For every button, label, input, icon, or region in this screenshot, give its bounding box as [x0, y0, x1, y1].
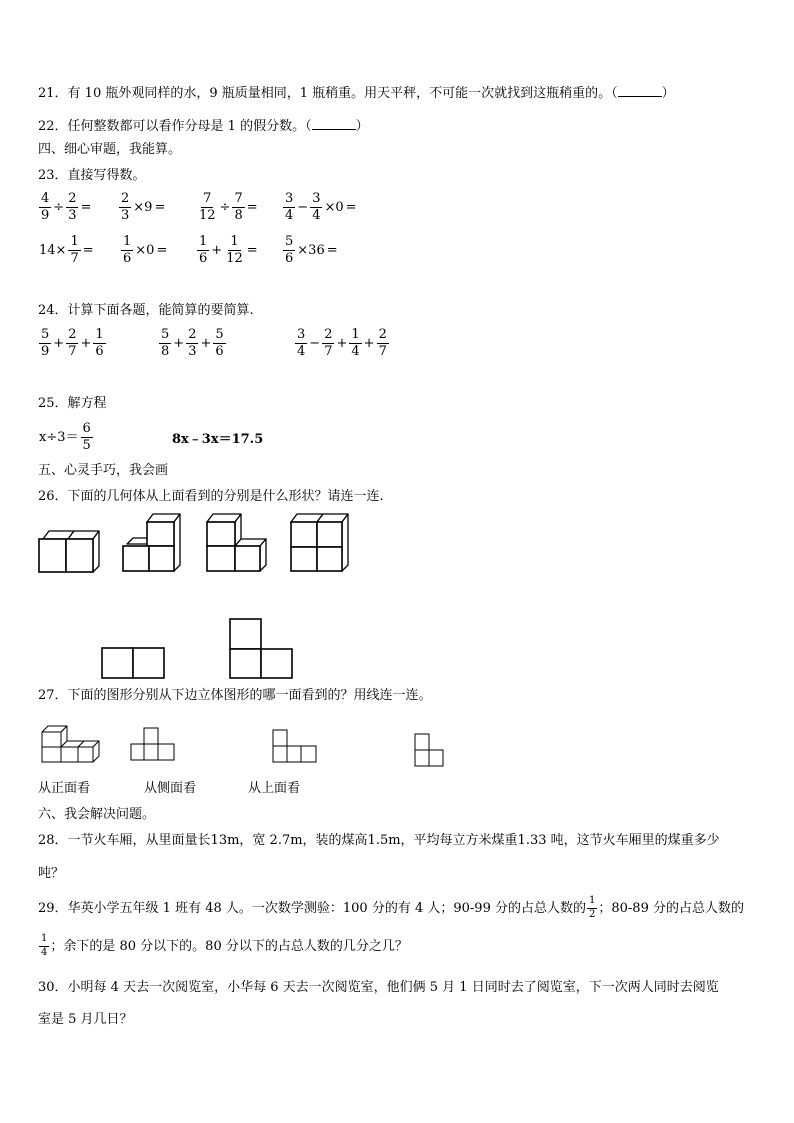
q26-top-view-2[interactable] [228, 617, 294, 680]
q27-view-3[interactable] [413, 732, 447, 768]
q23-item-4: $\frac{3}{4}$ − $\frac{3}{4}$ ×0 = [285, 191, 357, 223]
q26-solid-3[interactable] [204, 513, 270, 573]
q27-number: 27． [38, 688, 68, 703]
question-22 [38, 117, 369, 133]
q29-text-line2: ；余下的是 80 分以下的。80 分以下的占总人数的几分之几？ [50, 938, 408, 954]
q26-number: 26． [38, 489, 68, 504]
q22-text: 任何整数都可以看作分母是 1 的假分数。（ [67, 119, 312, 134]
q21-close: ） [661, 86, 675, 101]
question-25 [38, 397, 107, 410]
q24-item-3: $\frac{3}{4}$ − $\frac{2}{7}$ + $\frac{1}{4}$ + $\frac{2}{7}$ [297, 327, 387, 359]
section-4-heading: 四、细心审题，我能算。 [38, 142, 182, 157]
q23-item-2: $\frac{2}{3}$ ×9 = [121, 191, 166, 223]
q26-top-view-1[interactable] [100, 646, 166, 680]
q23-item-8: $\frac{5}{6}$ ×36 = [285, 234, 338, 266]
q22-number: 22． [38, 119, 68, 134]
question-27 [38, 689, 432, 702]
q29-text-b: ；80-89 分的占总人数的 [598, 900, 744, 916]
q27-label-side: 从侧面看 [144, 781, 197, 796]
q30-text-line1: 小明每 4 天去一次阅览室，小华每 6 天去一次阅览室，他们俩 5 月 1 日同时去了阅览室，下一次两人同时去阅览 [67, 980, 719, 995]
q25-equation-1: x÷3＝ $\frac{6}{5}$ [39, 421, 91, 453]
q24-item-2: $\frac{5}{8}$ + $\frac{2}{3}$ + $\frac{5}{6}$ [161, 327, 224, 359]
q28-number: 28． [38, 833, 68, 848]
question-21 [38, 84, 675, 100]
q27-label-top: 从上面看 [248, 781, 301, 796]
q23-item-7: $\frac{1}{6}$ + $\frac{1}{12}$ = [199, 234, 258, 266]
question-30 [38, 981, 719, 994]
q29-number: 29． [38, 900, 68, 916]
q23-item-5: 14× $\frac{1}{7}$ = [39, 234, 94, 266]
q25-number: 25． [38, 396, 68, 411]
q22-close: ） [355, 119, 369, 134]
q26-solid-1[interactable] [38, 526, 102, 574]
q25-text: 解方程 [67, 396, 107, 411]
q30-number: 30． [38, 980, 68, 995]
q21-number: 21． [38, 86, 68, 101]
question-29: 29． 华英小学五年级 1 班有 48 人。一次数学测验：100 分的有 4 人；90-99 分的占总人数的 $\frac{1}{2}$ ；80-89 分的占总人数的 [38, 895, 744, 920]
q27-text: 下面的图形分别从下边立体图形的哪一面看到的？用线连一连。 [67, 688, 432, 703]
q26-solid-2[interactable] [121, 513, 185, 573]
question-26 [38, 490, 384, 503]
q27-view-2[interactable] [271, 728, 319, 764]
q25-equation-2: 8x﹣3x＝17.5 [172, 432, 264, 447]
q23-text: 直接写得数。 [67, 168, 146, 183]
q23-item-6: $\frac{1}{6}$ ×0 = [123, 234, 168, 266]
q26-solid-4[interactable] [288, 513, 352, 573]
q24-number: 24． [38, 303, 68, 318]
q23-item-1: $\frac{4}{9}$ ÷ $\frac{2}{3}$ = [41, 191, 92, 223]
q27-view-1[interactable] [130, 726, 176, 762]
q29-text-a: 华英小学五年级 1 班有 48 人。一次数学测验：100 分的有 4 人；90-99 分的占总人数的 [67, 900, 586, 916]
q30-text-line2: 室是 5 月几日？ [38, 1012, 133, 1027]
q22-answer-blank[interactable] [312, 117, 356, 130]
section-5-heading: 五、心灵手巧，我会画 [38, 463, 169, 478]
q29-line2: $\frac{1}{4}$ ；余下的是 80 分以下的。80 分以下的占总人数的几分之几？ [41, 933, 408, 958]
q21-text: 有 10 瓶外观同样的水，9 瓶质量相同，1 瓶稍重。用天平秤，不可能一次就找到这瓶稍重的。（ [67, 86, 618, 101]
question-28 [38, 834, 720, 847]
q23-number: 23． [38, 168, 68, 183]
q21-answer-blank[interactable] [618, 84, 662, 97]
section-6-heading: 六、我会解决问题。 [38, 807, 156, 822]
q28-text-line2: 吨？ [38, 866, 65, 881]
question-24 [38, 304, 254, 317]
q27-solid[interactable] [38, 724, 102, 764]
q23-item-3: $\frac{7}{12}$ ÷ $\frac{7}{8}$ = [199, 191, 258, 223]
q28-text-line1: 一节火车厢，从里面量长13m，宽 2.7m，装的煤高1.5m，平均每立方米煤重1.33 吨，这节火车厢里的煤重多少 [67, 833, 720, 848]
q27-label-front: 从正面看 [38, 781, 91, 796]
q24-text: 计算下面各题，能简算的要简算. [67, 303, 254, 318]
question-23 [38, 169, 146, 182]
q24-item-1: $\frac{5}{9}$ + $\frac{2}{7}$ + $\frac{1}{6}$ [41, 327, 104, 359]
q26-text: 下面的几何体从上面看到的分别是什么形状？请连一连. [67, 489, 384, 504]
